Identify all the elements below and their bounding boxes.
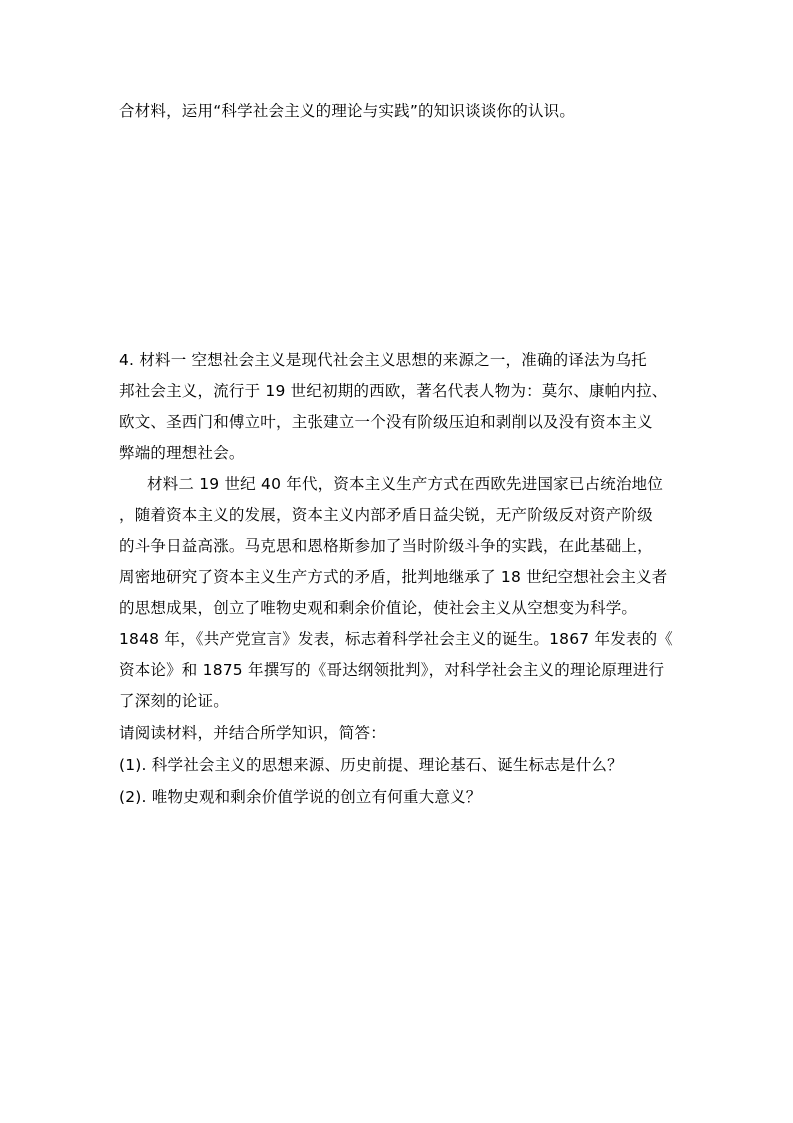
sub-question-2: (2). 唯物史观和剩余价值学说的创立有何重大意义？ (119, 788, 482, 806)
material2-line: 1848 年，《共产党宣言》发表，标志着科学社会主义的诞生。1867 年发表的《 (119, 630, 673, 648)
sub-question-1: (1). 科学社会主义的思想来源、历史前提、理论基石、诞生标志是什么？ (119, 756, 623, 774)
intro-tail-text: 合材料，运用“科学社会主义的理论与实践”的知识谈谈你的认识。 (119, 102, 576, 120)
material2-line: 了深刻的论证。 (119, 692, 229, 710)
material2-line: 材料二 19 世纪 40 年代，资本主义生产方式在西欧先进国家已占统治地位 (147, 475, 664, 493)
question-prompt: 请阅读材料，并结合所学知识，简答： (119, 724, 386, 742)
material1-line: 弊端的理想社会。 (119, 444, 245, 462)
material2-line: ，随着资本主义的发展，资本主义内部矛盾日益尖锐，无产阶级反对资产阶级 (119, 506, 653, 524)
material1-line: 4. 材料一 空想社会主义是现代社会主义思想的来源之一，准确的译法为乌托 (119, 351, 647, 369)
material2-line: 周密地研究了资本主义生产方式的矛盾，批判地继承了 18 世纪空想社会主义者 (119, 568, 668, 586)
material1-line: 欧文、圣西门和傅立叶，主张建立一个没有阶级压迫和剥削以及没有资本主义 (119, 413, 653, 431)
material2-line: 的斗争日益高涨。马克思和恩格斯参加了当时阶级斗争的实践，在此基础上， (119, 537, 653, 555)
material1-line: 邦社会主义，流行于 19 世纪初期的西欧，著名代表人物为：莫尔、康帕内拉、 (119, 382, 668, 400)
material2-line: 的思想成果，创立了唯物史观和剩余价值论，使社会主义从空想变为科学。 (119, 599, 638, 617)
material2-line: 资本论》和 1875 年撰写的《哥达纲领批判》，对科学社会主义的理论原理进行 (119, 661, 665, 679)
